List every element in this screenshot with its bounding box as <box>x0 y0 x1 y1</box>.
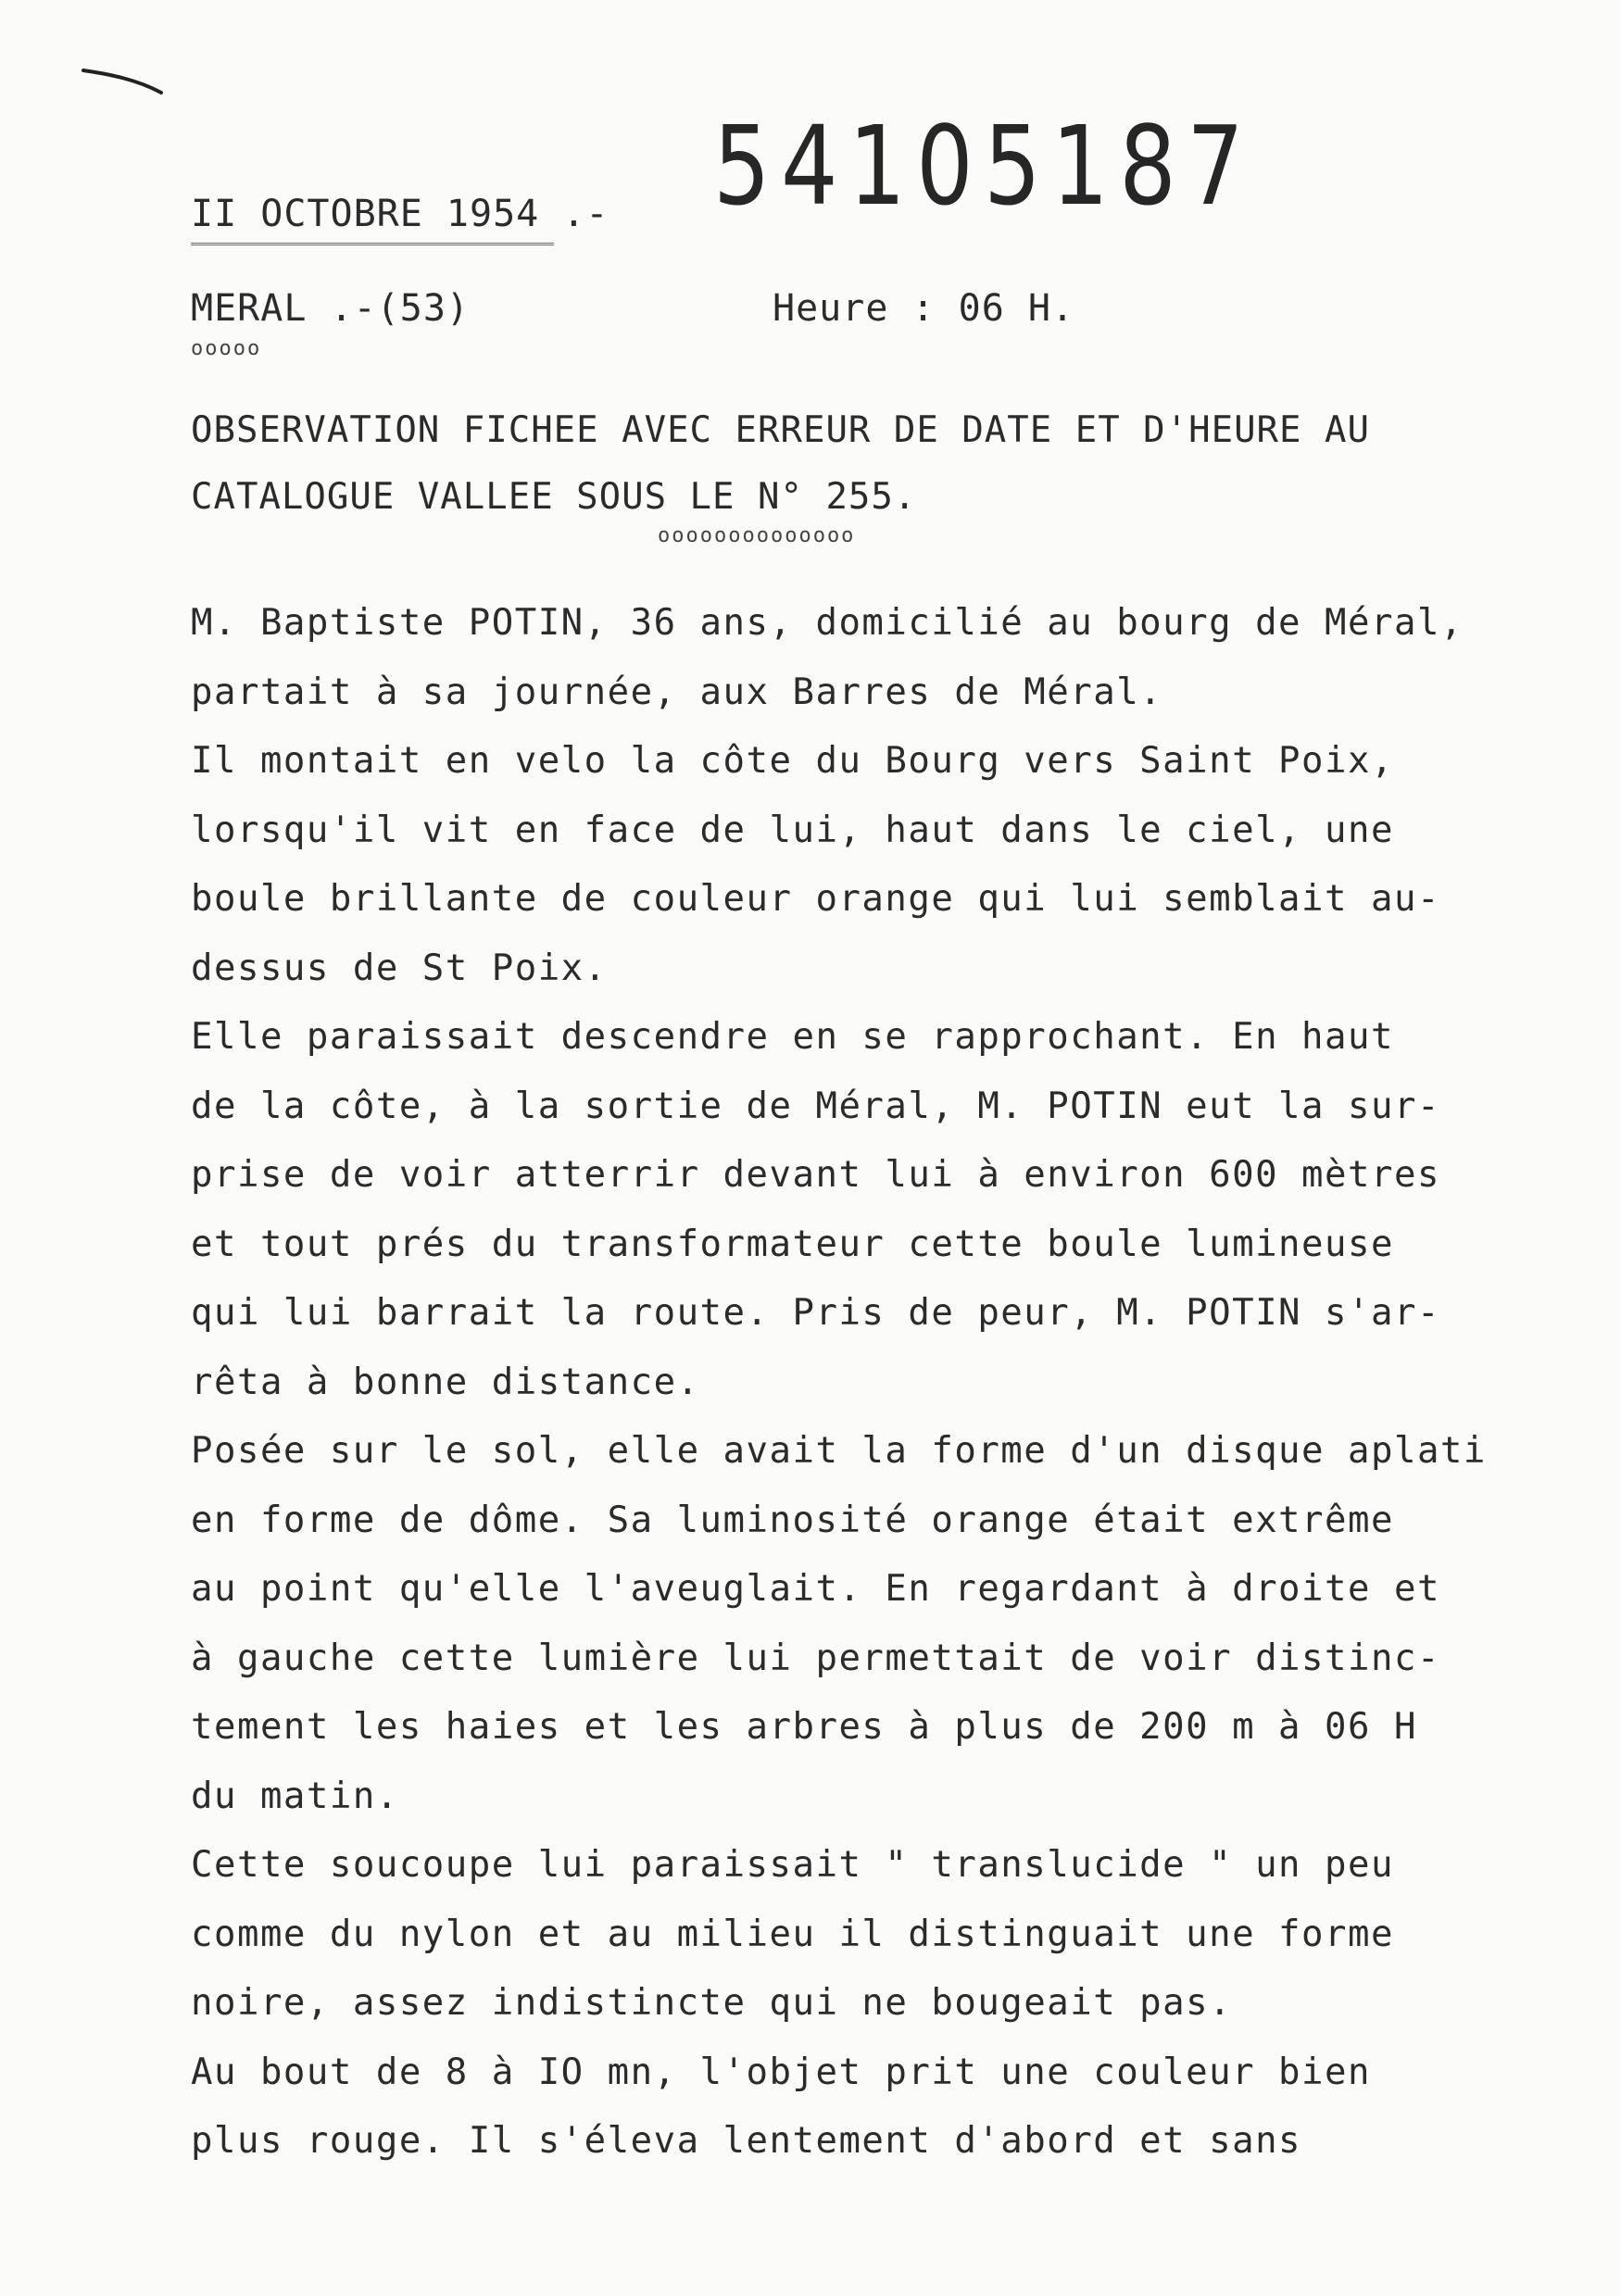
body-line: au point qu'elle l'aveuglait. En regardant à droite et <box>191 1568 1440 1610</box>
body-line: partait à sa journée, aux Barres de Méral. <box>191 671 1163 713</box>
body-line: M. Baptiste POTIN, 36 ans, domicilié au bourg de Méral, <box>191 602 1464 644</box>
body-line: Au bout de 8 à IO mn, l'objet prit une couleur bien <box>191 2051 1371 2093</box>
body-line: Cette soucoupe lui paraissait " translucide " un peu <box>191 1844 1394 1886</box>
report-body <box>191 589 1571 2177</box>
observation-note-line-1: OBSERVATION FICHEE AVEC ERREUR DE DATE ET D'HEURE AU <box>191 409 1370 451</box>
pen-stroke-mark <box>82 65 165 102</box>
body-line: prise de voir atterrir devant lui à environ 600 mètres <box>191 1154 1440 1196</box>
separator-circles: ooooo <box>191 337 262 360</box>
body-line: plus rouge. Il s'éleva lentement d'abord et sans <box>191 2120 1302 2162</box>
body-line: à gauche cette lumière lui permettait de voir distinc- <box>191 1637 1440 1679</box>
separator-circles-long: oooooooooooooo <box>658 524 856 547</box>
body-line: dessus de St Poix. <box>191 947 608 989</box>
body-line: Il montait en velo la côte du Bourg vers Saint Poix, <box>191 740 1394 782</box>
observation-note-line-2: CATALOGUE VALLEE SOUS LE N° 255. <box>191 476 917 518</box>
time-heading: Heure : 06 H. <box>773 287 1075 330</box>
body-line: lorsqu'il vit en face de lui, haut dans le ciel, une <box>191 809 1394 851</box>
body-line: rêta à bonne distance. <box>191 1361 700 1403</box>
document-number: 54105187 <box>713 102 1255 230</box>
date-underline <box>191 243 554 249</box>
body-line: Posée sur le sol, elle avait la forme d'un disque aplati <box>191 1430 1487 1472</box>
document-date: II OCTOBRE 1954 .- <box>191 193 609 235</box>
body-line: du matin. <box>191 1775 399 1817</box>
body-line: comme du nylon et au milieu il distinguait une forme <box>191 1913 1394 1955</box>
body-line: noire, assez indistincte qui ne bougeait pas. <box>191 1982 1233 2024</box>
body-line: boule brillante de couleur orange qui lui semblait au- <box>191 878 1440 920</box>
body-line: et tout prés du transformateur cette boule lumineuse <box>191 1223 1394 1265</box>
body-line: tement les haies et les arbres à plus de 200 m à 06 H <box>191 1706 1417 1748</box>
body-line: de la côte, à la sortie de Méral, M. POTIN eut la sur- <box>191 1085 1440 1127</box>
body-line: qui lui barrait la route. Pris de peur, M. POTIN s'ar- <box>191 1292 1440 1334</box>
place-heading: MERAL .-(53) <box>191 287 470 330</box>
body-line: Elle paraissait descendre en se rapprochant. En haut <box>191 1016 1394 1058</box>
body-line: en forme de dôme. Sa luminosité orange était extrême <box>191 1499 1394 1541</box>
